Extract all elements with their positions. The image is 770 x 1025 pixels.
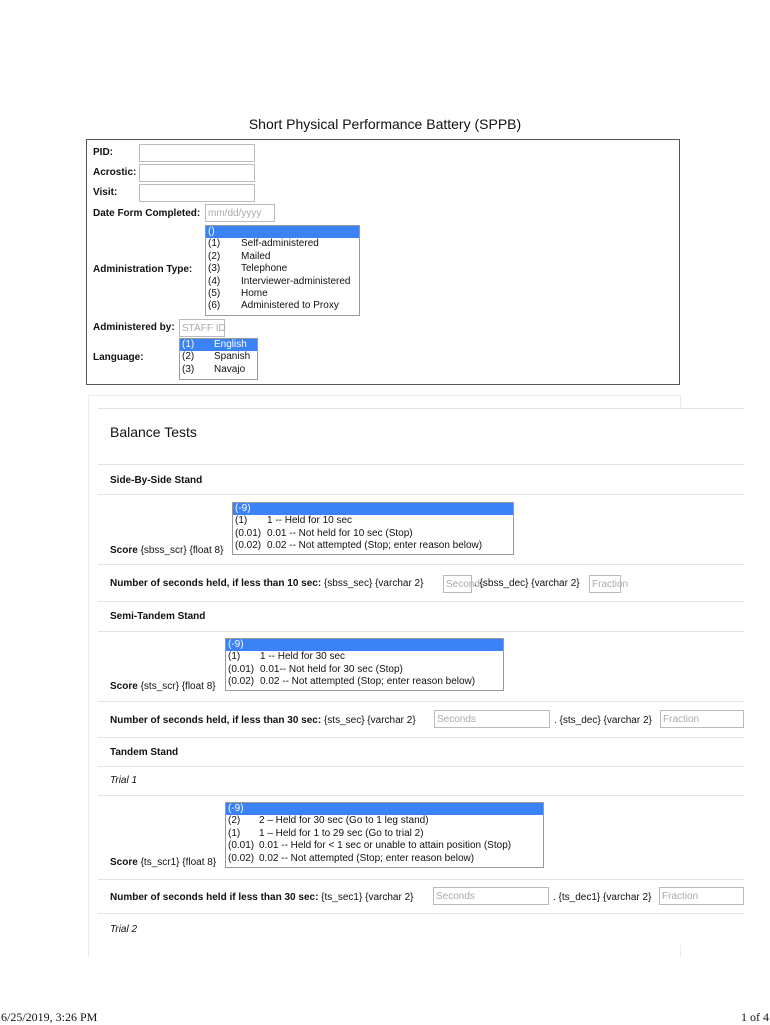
list-option[interactable] [206, 263, 359, 275]
list-option[interactable] [226, 803, 543, 815]
list-option[interactable] [206, 288, 359, 300]
option-code: (-9) [228, 639, 244, 650]
visit-input[interactable] [139, 184, 255, 202]
acrostic-input[interactable] [139, 164, 255, 182]
list-option[interactable] [226, 651, 503, 663]
divider [98, 631, 744, 632]
option-text: Home [241, 287, 268, 299]
option-code: (1) [228, 651, 241, 663]
option-text: English [214, 339, 247, 350]
print-timestamp: 6/25/2019, 3:26 PM [1, 1010, 98, 1024]
ts-score-select[interactable] [225, 802, 544, 868]
option-code: (6) [208, 300, 221, 312]
language-label: Language: [93, 352, 144, 363]
divider [98, 879, 744, 880]
list-option[interactable] [226, 676, 503, 688]
divider [98, 766, 744, 767]
panel-left-edge [88, 395, 89, 957]
list-option[interactable] [206, 226, 359, 238]
acrostic-label: Acrostic: [93, 167, 137, 178]
option-text: Telephone [241, 263, 288, 275]
ts-seconds-input[interactable]: Seconds [433, 887, 549, 905]
panel-bottom-right-edge [680, 945, 681, 957]
option-text: Self-administered [241, 238, 319, 250]
panel-top-edge [88, 395, 680, 396]
divider [98, 408, 744, 409]
administered-by-label: Administered by: [93, 322, 175, 333]
sbss-score-label: Score {sbss_scr} {float 8} [110, 545, 224, 556]
option-text: 1 -- Held for 10 sec [267, 515, 353, 527]
pid-input[interactable] [139, 144, 255, 162]
option-code: (-9) [235, 503, 251, 514]
option-text: 0.02 -- Not attempted (Stop; enter reason below) [259, 852, 475, 864]
option-code: (1) [182, 339, 195, 350]
ts-dec-input[interactable]: Fraction [659, 887, 744, 905]
option-code: (0.01) [235, 527, 262, 539]
trial-2-label: Trial 2 [110, 924, 138, 935]
list-option[interactable] [226, 840, 543, 852]
list-option[interactable] [226, 639, 503, 651]
option-code: (3) [208, 263, 221, 275]
list-option[interactable] [206, 251, 359, 263]
option-code: (1) [235, 515, 248, 527]
option-text: 0.01-- Not held for 30 sec (Stop) [260, 663, 403, 675]
option-text: Administered to Proxy [241, 300, 339, 312]
sts-seconds-input[interactable]: Seconds [434, 710, 550, 728]
divider [98, 795, 744, 796]
option-code: (1) [228, 827, 241, 839]
sbss-dec-input[interactable]: Fraction [589, 575, 621, 593]
ts-score-label: Score {ts_scr1} {float 8} [110, 857, 217, 868]
list-option[interactable] [226, 853, 543, 865]
list-option[interactable] [206, 300, 359, 312]
administered-by-input[interactable]: STAFF ID [179, 319, 225, 337]
pid-label: PID: [93, 147, 113, 158]
sbss-score-select[interactable] [232, 502, 514, 555]
list-option[interactable] [180, 351, 257, 363]
divider [98, 564, 744, 565]
sts-dec-input[interactable]: Fraction [660, 710, 744, 728]
list-option[interactable] [233, 528, 513, 540]
option-code: (0.01) [228, 663, 255, 675]
option-code: (1) [208, 238, 221, 250]
option-text: 1 -- Held for 30 sec [260, 651, 346, 663]
ts-dec-label: . {ts_dec1} {varchar 2} [553, 892, 652, 903]
option-code: (4) [208, 275, 221, 287]
list-option[interactable] [226, 664, 503, 676]
admin-type-label: Administration Type: [93, 264, 193, 275]
ts-seconds-label: Number of seconds held if less than 30 sec: {ts_sec1} {varchar 2} [110, 892, 414, 903]
page-title: Short Physical Performance Battery (SPPB) [248, 116, 522, 132]
list-option[interactable] [226, 815, 543, 827]
sbss-dec-label: . {sbss_dec} {varchar 2} [474, 578, 580, 589]
list-option[interactable] [233, 515, 513, 527]
option-text: 0.01 -- Held for < 1 sec or unable to attain position (Stop) [259, 840, 512, 852]
option-text: 2 – Held for 30 sec (Go to 1 leg stand) [259, 815, 429, 827]
option-code: (0.02) [228, 852, 255, 864]
list-option[interactable] [206, 238, 359, 250]
option-text: Interviewer-administered [241, 275, 351, 287]
option-text: 0.02 -- Not attempted (Stop; enter reason below) [267, 540, 483, 552]
divider [98, 737, 744, 738]
trial-1-label: Trial 1 [110, 775, 138, 786]
language-select[interactable] [179, 338, 258, 380]
list-option[interactable] [226, 828, 543, 840]
list-option[interactable] [233, 503, 513, 515]
option-code: () [208, 226, 215, 237]
panel-top-right-edge [680, 395, 681, 408]
balance-tests-title: Balance Tests [110, 424, 197, 440]
visit-label: Visit: [93, 187, 118, 198]
option-text: Spanish [214, 351, 251, 363]
semi-tandem-heading: Semi-Tandem Stand [110, 611, 206, 622]
divider [98, 464, 744, 465]
date-completed-input[interactable]: mm/dd/yyyy [205, 204, 275, 222]
option-code: (2) [208, 250, 221, 262]
option-text: Navajo [214, 363, 246, 375]
list-option[interactable] [233, 540, 513, 552]
list-option[interactable] [206, 276, 359, 288]
option-code: (0.01) [228, 840, 255, 852]
admin-type-select[interactable] [205, 225, 360, 316]
divider [98, 494, 744, 495]
option-code: (-9) [228, 803, 244, 814]
divider [98, 601, 744, 602]
option-text: Mailed [241, 250, 271, 262]
sts-seconds-label: Number of seconds held, if less than 30 sec: {sts_sec} {varchar 2} [110, 715, 416, 726]
sbss-seconds-input[interactable]: Seconds [443, 575, 472, 593]
divider [98, 913, 744, 914]
option-code: (3) [182, 363, 195, 375]
sbss-seconds-label: Number of seconds held, if less than 10 sec: {sbss_sec} {varchar 2} [110, 578, 424, 589]
tandem-heading: Tandem Stand [110, 747, 179, 758]
list-option[interactable] [180, 339, 257, 351]
option-code: (2) [228, 815, 241, 827]
sts-score-select[interactable] [225, 638, 504, 691]
option-text: 1 – Held for 1 to 29 sec (Go to trial 2) [259, 827, 424, 839]
page-number: 1 of 4 [741, 1010, 769, 1024]
option-code: (5) [208, 287, 221, 299]
option-code: (0.02) [235, 540, 262, 552]
sts-dec-label: . {sts_dec} {varchar 2} [554, 715, 652, 726]
sts-score-label: Score {sts_scr} {float 8} [110, 681, 216, 692]
option-code: (2) [182, 351, 195, 363]
option-code: (0.02) [228, 676, 255, 688]
side-by-side-heading: Side-By-Side Stand [110, 475, 203, 486]
option-text: 0.02 -- Not attempted (Stop; enter reason below) [260, 676, 476, 688]
list-option[interactable] [180, 364, 257, 376]
date-completed-label: Date Form Completed: [93, 208, 201, 219]
option-text: 0.01 -- Not held for 10 sec (Stop) [267, 527, 413, 539]
divider [98, 701, 744, 702]
